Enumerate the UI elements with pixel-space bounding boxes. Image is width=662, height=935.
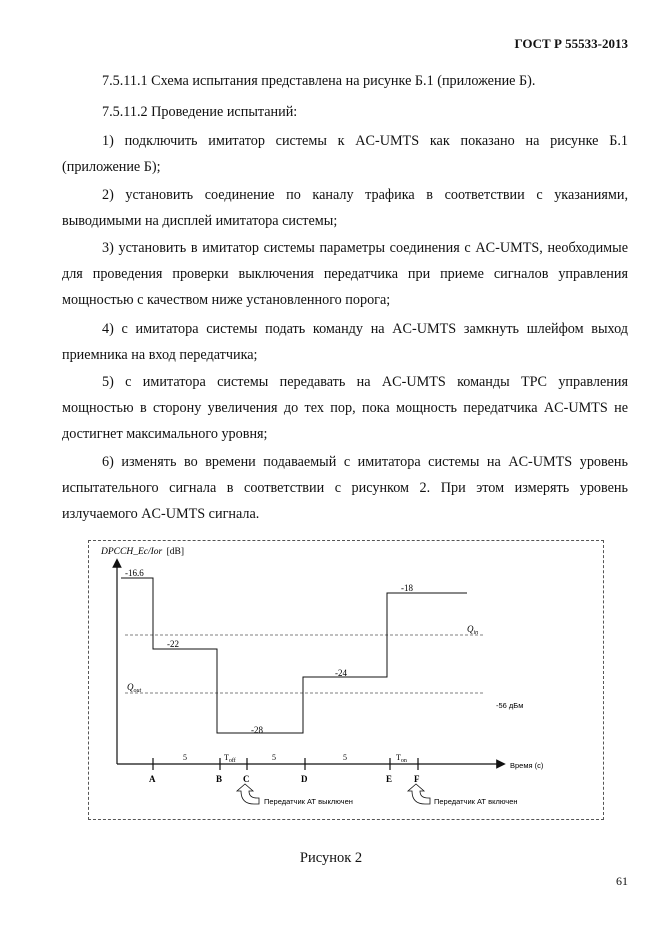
step-5: 5) с имитатора системы передавать на AC-UMTS команды TPC управления мощностью в сторону увеличения до тех пор, пока мощность передатчика AC-UMTS не достигнет максимального уровня; <box>62 374 628 442</box>
note-on: Передатчик АТ включен <box>434 797 518 806</box>
q-in-label: $Q_{in}$ <box>467 624 479 636</box>
note-off: Передатчик АТ выключен <box>264 797 353 806</box>
y-axis-label: DPCCH_Ec/Ior [dB] <box>101 547 185 557</box>
paragraph-7-5-11-2: 7.5.11.2 Проведение испытаний: <box>102 104 298 120</box>
t-on-label: $T_{on}$ <box>396 753 407 764</box>
level-label-4: -24 <box>335 668 347 678</box>
step-2: 2) установить соединение по каналу трафика в соответствии с указаниями, выводимыми на дисплей имитатора системы; <box>62 187 628 229</box>
x-axis-label: Время (с) <box>510 761 544 770</box>
point-a: A <box>149 774 156 784</box>
power-level-diagram <box>89 541 605 821</box>
interval-de: 5 <box>343 753 347 762</box>
step-4: 4) с имитатора системы подать команду на AC-UMTS замкнуть шлейфом выход приемника на вход передатчика; <box>62 321 628 363</box>
step-3: 3) установить в имитатор системы параметры соединения с AC-UMTS, необходимые для проведения проверки выключения передатчика при приеме сигналов управления мощностью с качеством ниже установленного порога; <box>62 240 628 308</box>
level-label-5: -18 <box>401 583 413 593</box>
interval-cd: 5 <box>272 753 276 762</box>
level-label-3: -28 <box>251 725 263 735</box>
step-1: 1) подключить имитатор системы к AC-UMTS как показано на рисунке Б.1 (приложение Б); <box>62 133 628 175</box>
level-label-1: -16.6 <box>125 568 144 578</box>
t-off-label: $T_{off}$ <box>224 753 236 764</box>
interval-ab: 5 <box>183 753 187 762</box>
figure-caption: Рисунок 2 <box>299 850 363 866</box>
figure-2 <box>88 540 604 820</box>
signal-level-line <box>121 578 467 733</box>
arrow-off-icon <box>237 784 259 804</box>
paragraph-7-5-11-1: 7.5.11.1 Схема испытания представлена на рисунке Б.1 (приложение Б). <box>102 73 536 89</box>
point-c: C <box>243 774 250 784</box>
standard-code: ГОСТ Р 55533-2013 <box>514 36 628 51</box>
q-out-label: $Q_{out}$ <box>127 682 142 694</box>
side-level-label: -56 дБм <box>496 701 524 710</box>
step-6: 6) изменять во времени подаваемый с имитатора системы на AC-UMTS уровень испытательного сигнала в соответствии с рисунком 2. При этом измерять уровень излучаемого AC-UMTS сигнала. <box>62 454 628 522</box>
page-number: 61 <box>616 874 628 888</box>
point-e: E <box>386 774 393 784</box>
level-label-2: -22 <box>167 639 179 649</box>
point-f: F <box>414 774 420 784</box>
point-d: D <box>301 774 308 784</box>
arrow-on-icon <box>408 784 430 804</box>
point-b: B <box>216 774 223 784</box>
